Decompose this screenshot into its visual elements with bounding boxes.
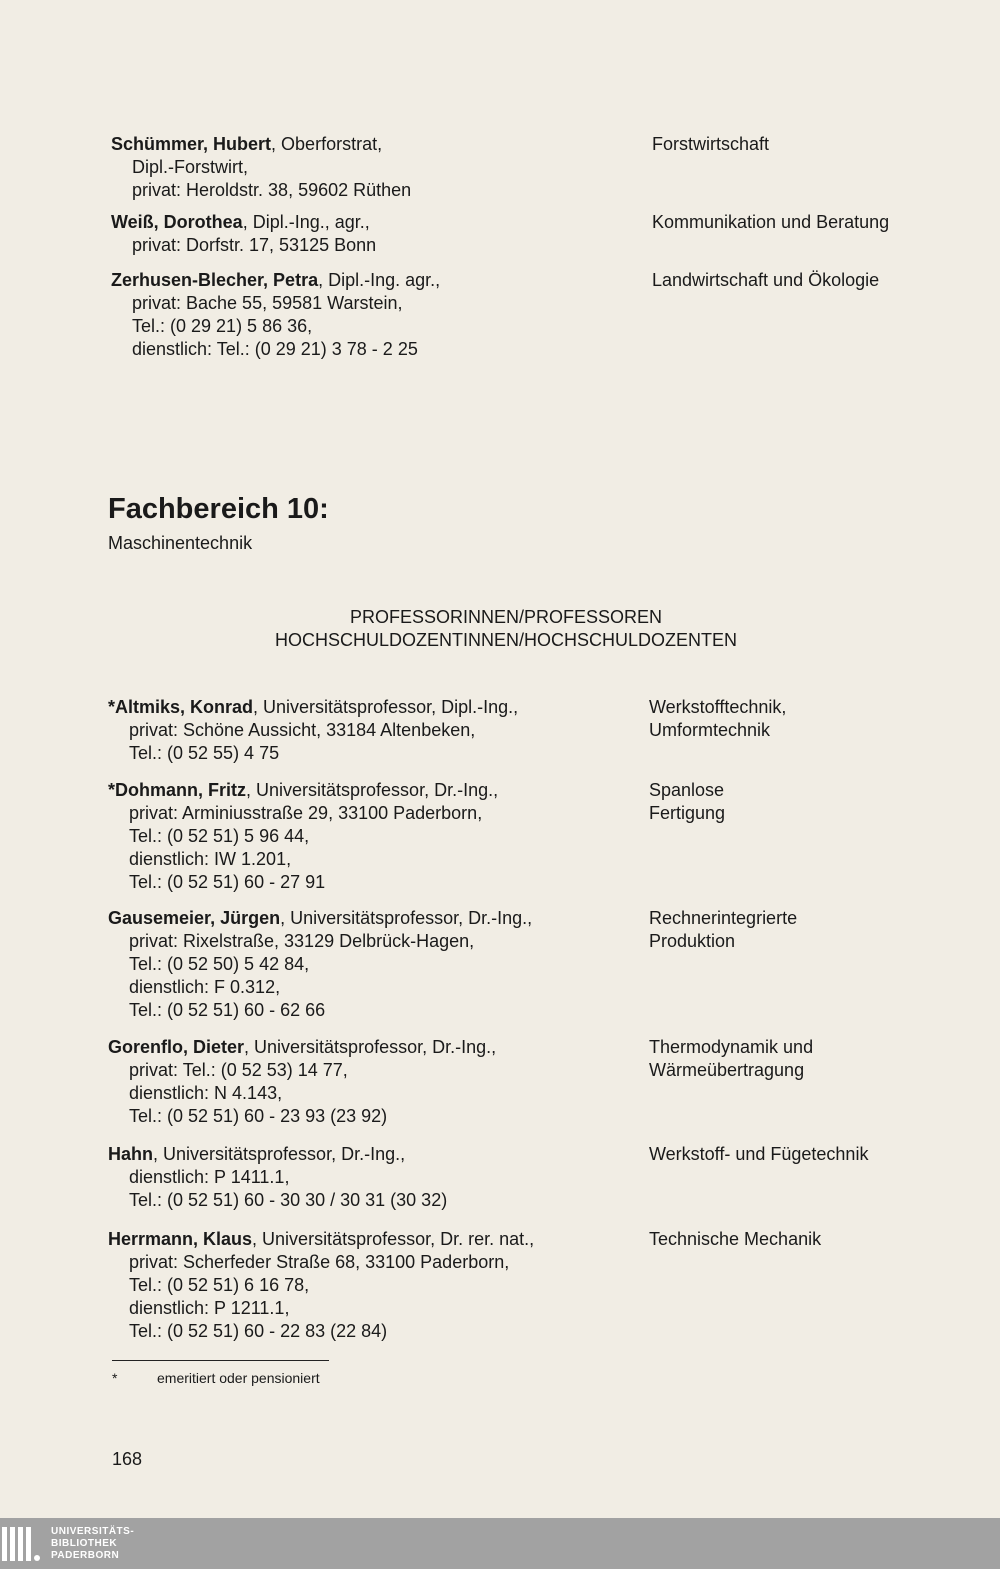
entry-line: privat: Arminiusstraße 29, 33100 Paderborn, — [129, 803, 483, 823]
entry-field — [649, 907, 797, 953]
entry-line: dienstlich: Tel.: (0 29 21) 3 78 - 2 25 — [132, 339, 418, 359]
library-footer-bar — [0, 1518, 1000, 1569]
entry-line: Tel.: (0 52 55) 4 75 — [129, 743, 280, 763]
entry-line: privat: Scherfeder Straße 68, 33100 Paderborn, — [129, 1252, 510, 1272]
logo-line: PADERBORN — [51, 1549, 120, 1561]
entry-line: Tel.: (0 29 21) 5 86 36, — [132, 316, 313, 336]
footnote-mark: * — [112, 1370, 118, 1386]
entry-field — [649, 1036, 813, 1082]
field-line: Produktion — [649, 931, 736, 951]
entry-name: Hahn — [108, 1144, 153, 1164]
entry-gausemeier — [108, 907, 532, 1022]
entry-title: , Universitätsprofessor, Dr.-Ing., — [280, 908, 533, 928]
field-line: Umformtechnik — [649, 720, 771, 740]
field-line: Technische Mechanik — [649, 1229, 822, 1249]
entry-line: Tel.: (0 52 51) 60 - 62 66 — [129, 1000, 326, 1020]
entry-name: Gorenflo, Dieter — [108, 1037, 245, 1057]
field-line: Fertigung — [649, 803, 726, 823]
entry-title: , Universitätsprofessor, Dr.-Ing., — [244, 1037, 497, 1057]
entry-line: privat: Rixelstraße, 33129 Delbrück-Hagen, — [129, 931, 475, 951]
entry-name: *Dohmann, Fritz — [108, 780, 246, 800]
page-number: 168 — [112, 1449, 143, 1469]
library-logo-icon — [2, 1527, 43, 1561]
section-title: Fachbereich 10: — [108, 493, 329, 525]
entry-line: Dipl.-Forstwirt, — [132, 157, 248, 177]
entry-name: Schümmer, Hubert — [111, 134, 272, 154]
entry-dohmann — [108, 779, 498, 894]
entry-line: privat: Dorfstr. 17, 53125 Bonn — [132, 235, 377, 255]
entry-schuemmer — [111, 133, 411, 202]
field-line: Rechnerintegrierte — [649, 908, 798, 928]
field-line: Thermodynamik und — [649, 1037, 814, 1057]
entry-line: dienstlich: N 4.143, — [129, 1083, 283, 1103]
entry-line: Tel.: (0 52 51) 60 - 27 91 — [129, 872, 326, 892]
field-line: Wärmeübertragung — [649, 1060, 805, 1080]
entry-line: Tel.: (0 52 51) 6 16 78, — [129, 1275, 310, 1295]
entry-title: , Universitätsprofessor, Dr.-Ing., — [246, 780, 499, 800]
entry-field — [652, 211, 889, 234]
entry-title: , Oberforstrat, — [271, 134, 383, 154]
entry-line: privat: Tel.: (0 52 53) 14 77, — [129, 1060, 348, 1080]
footnote-text: emeritiert oder pensioniert — [157, 1370, 320, 1386]
field-line: Kommunikation und Beratung — [652, 212, 890, 232]
entry-field — [649, 696, 786, 742]
entry-title: , Universitätsprofessor, Dr. rer. nat., — [252, 1229, 535, 1249]
library-logo-text — [51, 1526, 134, 1562]
entry-name: Zerhusen-Blecher, Petra — [111, 270, 319, 290]
entry-gorenflo — [108, 1036, 496, 1128]
entry-title: , Universitätsprofessor, Dipl.-Ing., — [253, 697, 519, 717]
entry-title: , Dipl.-Ing. agr., — [318, 270, 441, 290]
entry-line: privat: Bache 55, 59581 Warstein, — [132, 293, 403, 313]
entry-name: Weiß, Dorothea — [111, 212, 243, 232]
entry-zerhusen-blecher — [111, 269, 440, 361]
field-line: Werkstoff- und Fügetechnik — [649, 1144, 869, 1164]
entry-line: Tel.: (0 52 50) 5 42 84, — [129, 954, 310, 974]
group-caption-professors: PROFESSORINNEN/PROFESSOREN — [349, 607, 663, 627]
entry-weiss — [111, 211, 376, 257]
entry-line: Tel.: (0 52 51) 60 - 22 83 (22 84) — [129, 1321, 388, 1341]
logo-line: BIBLIOTHEK — [51, 1537, 118, 1549]
section-subtitle: Maschinentechnik — [108, 533, 253, 553]
entry-line: dienstlich: F 0.312, — [129, 977, 281, 997]
entry-herrmann — [108, 1228, 534, 1343]
field-line: Werkstofftechnik, — [649, 697, 787, 717]
entry-name: Gausemeier, Jürgen — [108, 908, 281, 928]
entry-line: Tel.: (0 52 51) 60 - 30 30 / 30 31 (30 32) — [129, 1190, 448, 1210]
entry-line: Tel.: (0 52 51) 5 96 44, — [129, 826, 310, 846]
entry-field — [649, 1143, 868, 1166]
entry-field — [652, 269, 879, 292]
entry-line: dienstlich: IW 1.201, — [129, 849, 292, 869]
entry-title: , Universitätsprofessor, Dr.-Ing., — [153, 1144, 406, 1164]
entry-altmiks — [108, 696, 518, 765]
group-caption-lecturers: HOCHSCHULDOZENTINNEN/HOCHSCHULDOZENTEN — [274, 630, 738, 650]
footnote — [112, 1369, 320, 1387]
entry-line: dienstlich: P 1211.1, — [129, 1298, 290, 1318]
field-line: Landwirtschaft und Ökologie — [652, 270, 880, 290]
entry-line: privat: Schöne Aussicht, 33184 Altenbeken, — [129, 720, 476, 740]
field-line: Forstwirtschaft — [652, 134, 770, 154]
entry-line: dienstlich: P 1411.1, — [129, 1167, 290, 1187]
library-logo — [0, 1518, 134, 1569]
entry-hahn — [108, 1143, 447, 1212]
field-line: Spanlose — [649, 780, 725, 800]
entry-name: Herrmann, Klaus — [108, 1229, 253, 1249]
footnote-rule — [112, 1360, 329, 1361]
entry-line: Tel.: (0 52 51) 60 - 23 93 (23 92) — [129, 1106, 388, 1126]
entry-field — [649, 1228, 821, 1251]
entry-name: *Altmiks, Konrad — [108, 697, 254, 717]
entry-line: privat: Heroldstr. 38, 59602 Rüthen — [132, 180, 412, 200]
entry-field — [649, 779, 725, 825]
entry-field — [652, 133, 769, 156]
logo-line: UNIVERSITÄTS- — [51, 1525, 135, 1537]
entry-title: , Dipl.-Ing., agr., — [242, 212, 370, 232]
